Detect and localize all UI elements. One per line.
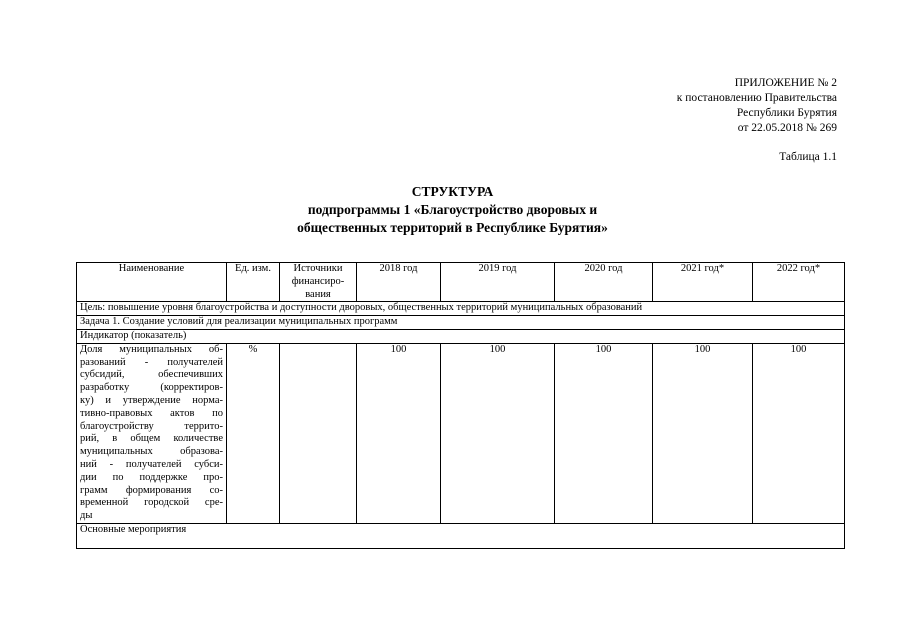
indicator-name-line: субсидий, обеспечивших bbox=[80, 369, 223, 381]
header-year-2020: 2020 год bbox=[555, 263, 653, 302]
indicator-name-line: ды bbox=[80, 510, 93, 522]
goal-row bbox=[77, 302, 845, 316]
indicator-section-row bbox=[77, 329, 845, 343]
title-line-2: подпрограммы 1 «Благоустройство дворовых и bbox=[307, 202, 598, 217]
appendix-line-date: от 22.05.2018 № 269 bbox=[737, 122, 837, 134]
header-source-line: Источники bbox=[293, 263, 343, 274]
indicator-value-2018: 100 bbox=[357, 343, 441, 523]
indicator-value-2019: 100 bbox=[441, 343, 555, 523]
indicator-name-line: ний - получателей субси- bbox=[80, 458, 223, 470]
indicator-section-text: Индикатор (показатель) bbox=[77, 329, 845, 343]
title-line-3: общественных территорий в Республике Бурятия» bbox=[297, 220, 608, 235]
header-year-2022: 2022 год* bbox=[753, 263, 845, 302]
header-year-2019: 2019 год bbox=[441, 263, 555, 302]
document-title bbox=[0, 183, 905, 237]
indicator-name bbox=[77, 343, 227, 523]
indicator-name-line: дии по поддержке про- bbox=[80, 471, 223, 483]
indicator-name-line: разований - получателей bbox=[80, 356, 223, 368]
header-unit: Ед. изм. bbox=[227, 263, 280, 302]
header-year-2021: 2021 год* bbox=[653, 263, 753, 302]
indicator-name-line: рий, в общем количестве bbox=[80, 433, 223, 445]
appendix-line-resolution: к постановлению Правительства bbox=[676, 92, 837, 104]
header-source-line: вания bbox=[305, 288, 331, 300]
indicator-name-line: временной городской сре- bbox=[80, 497, 223, 509]
goal-text: Цель: повышение уровня благоустройства и доступности дворовых, общественных территорий муниципальных образований bbox=[77, 302, 845, 316]
header-source-line: финансиро- bbox=[291, 275, 345, 287]
table-label: Таблица 1.1 bbox=[779, 151, 837, 163]
indicator-name-line: тивно-правовых актов по bbox=[80, 407, 223, 419]
indicator-name-line: грамм формирования со- bbox=[80, 484, 223, 496]
header-row bbox=[77, 263, 845, 302]
indicator-name-line: благоустройству террито- bbox=[80, 420, 223, 432]
indicator-name-line: Доля муниципальных об- bbox=[80, 343, 223, 355]
indicator-unit: % bbox=[227, 343, 280, 523]
activities-row bbox=[77, 523, 845, 548]
header-source bbox=[280, 263, 357, 302]
indicator-name-line: ку) и утверждение норма- bbox=[80, 394, 223, 406]
indicator-value-2022: 100 bbox=[753, 343, 845, 523]
appendix-header bbox=[677, 76, 837, 136]
indicator-name-line: разработку (корректиров- bbox=[80, 382, 223, 394]
indicator-row bbox=[77, 343, 845, 523]
header-name: Наименование bbox=[77, 263, 227, 302]
indicator-name-line: муниципальных образова- bbox=[80, 446, 223, 458]
structure-table bbox=[76, 262, 845, 549]
title-line-1: СТРУКТУРА bbox=[411, 184, 494, 199]
indicator-value-2020: 100 bbox=[555, 343, 653, 523]
header-year-2018: 2018 год bbox=[357, 263, 441, 302]
indicator-source bbox=[280, 343, 357, 523]
task-text: Задача 1. Создание условий для реализации муниципальных программ bbox=[77, 316, 845, 330]
indicator-value-2021: 100 bbox=[653, 343, 753, 523]
task-row bbox=[77, 316, 845, 330]
appendix-title: ПРИЛОЖЕНИЕ № 2 bbox=[734, 77, 837, 89]
appendix-line-republic: Республики Бурятия bbox=[736, 107, 837, 119]
activities-text: Основные мероприятия bbox=[77, 523, 845, 548]
